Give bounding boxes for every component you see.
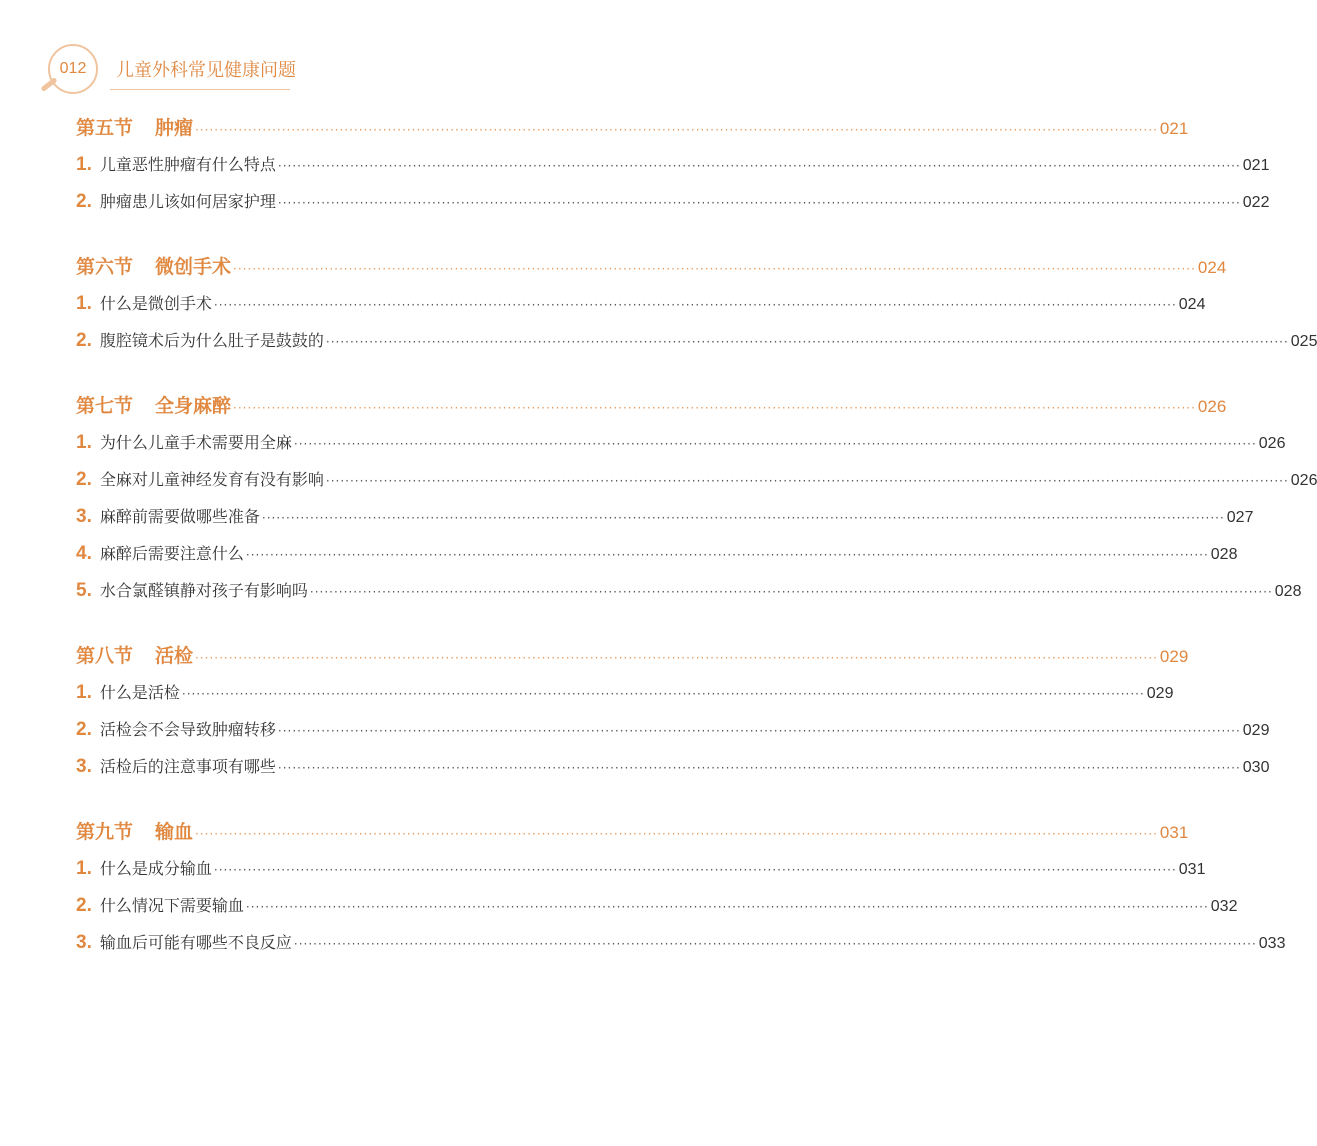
item-page: 029 (1242, 722, 1270, 739)
dot-leader: ········································································································································································································ (195, 827, 1158, 841)
page-number-badge (48, 44, 98, 94)
toc-item[interactable] (76, 572, 1302, 609)
dot-leader: ········································································································································································································ (325, 474, 1289, 488)
item-page: 027 (1226, 509, 1254, 526)
dot-leader: ········································································································································································································ (233, 262, 1196, 276)
toc-item[interactable] (76, 887, 1238, 924)
item-title: 全麻对儿童神经发育有没有影响 (99, 470, 324, 489)
item-number: 3. (76, 756, 92, 777)
item-title: 什么是活检 (99, 683, 180, 702)
dot-leader: ········································································································································································································ (233, 401, 1196, 415)
item-title: 活检后的注意事项有哪些 (99, 757, 276, 776)
section-title: 输血 (155, 821, 194, 843)
item-page: 024 (1178, 296, 1206, 313)
item-title: 儿童恶性肿瘤有什么特点 (99, 155, 276, 174)
section-heading[interactable] (76, 814, 1189, 850)
item-number: 5. (76, 580, 92, 601)
item-page: 031 (1178, 861, 1206, 878)
toc-section (76, 638, 1270, 785)
item-title: 输血后可能有哪些不良反应 (99, 933, 292, 952)
toc-item[interactable] (76, 461, 1317, 498)
item-number: 2. (76, 330, 92, 351)
dot-leader: ········································································································································································································ (277, 196, 1241, 210)
section-heading[interactable] (76, 388, 1227, 424)
item-number: 2. (76, 469, 92, 490)
item-page: 033 (1258, 935, 1286, 952)
dot-leader: ········································································································································································································ (277, 159, 1241, 173)
item-number: 1. (76, 154, 92, 175)
section-page: 031 (1159, 823, 1189, 842)
item-title: 腹腔镜术后为什么肚子是鼓鼓的 (99, 331, 324, 350)
item-page: 025 (1290, 333, 1317, 350)
dot-leader: ········································································································································································································ (245, 548, 1209, 562)
item-number: 2. (76, 895, 92, 916)
toc-item[interactable] (76, 535, 1238, 572)
toc-item[interactable] (76, 748, 1270, 785)
section-page: 029 (1159, 647, 1189, 666)
toc-section (76, 814, 1286, 961)
section-page: 026 (1197, 397, 1227, 416)
toc-item[interactable] (76, 424, 1286, 461)
dot-leader: ········································································································································································································ (195, 651, 1158, 665)
section-heading[interactable] (76, 638, 1189, 674)
section-title: 全身麻醉 (155, 395, 232, 417)
dot-leader: ········································································································································································································ (213, 298, 1177, 312)
item-title: 为什么儿童手术需要用全麻 (99, 433, 292, 452)
dot-leader: ········································································································································································································ (277, 761, 1241, 775)
section-page: 024 (1197, 258, 1227, 277)
toc-item[interactable] (76, 322, 1317, 359)
section-heading[interactable] (76, 249, 1227, 285)
section-number: 第六节 (76, 256, 134, 278)
dot-leader: ········································································································································································································ (195, 123, 1158, 137)
item-page: 022 (1242, 194, 1270, 211)
item-number: 3. (76, 932, 92, 953)
section-number: 第五节 (76, 117, 134, 139)
item-title: 什么情况下需要输血 (99, 896, 244, 915)
section-title: 活检 (155, 645, 194, 667)
section-page: 021 (1159, 119, 1189, 138)
item-page: 028 (1274, 583, 1302, 600)
toc-item[interactable] (76, 285, 1206, 322)
dot-leader: ········································································································································································································ (261, 511, 1225, 525)
section-title: 微创手术 (155, 256, 232, 278)
item-page: 026 (1258, 435, 1286, 452)
dot-leader: ········································································································································································································ (293, 437, 1257, 451)
section-heading[interactable] (76, 110, 1189, 146)
book-title: 儿童外科常见健康问题 (116, 60, 296, 81)
toc-item[interactable] (76, 674, 1174, 711)
item-page: 030 (1242, 759, 1270, 776)
toc-item[interactable] (76, 924, 1286, 961)
dot-leader: ········································································································································································································ (309, 585, 1273, 599)
item-number: 2. (76, 191, 92, 212)
dot-leader: ········································································································································································································ (181, 687, 1145, 701)
dot-leader: ········································································································································································································ (213, 863, 1177, 877)
toc-section (76, 249, 1317, 359)
dot-leader: ········································································································································································································ (245, 900, 1209, 914)
toc-section (76, 110, 1270, 220)
item-page: 028 (1210, 546, 1238, 563)
section-title: 肿瘤 (155, 117, 194, 139)
item-number: 3. (76, 506, 92, 527)
item-title: 什么是微创手术 (99, 294, 212, 313)
page-number: 012 (59, 60, 87, 77)
header-underline (110, 89, 290, 90)
dot-leader: ········································································································································································································ (325, 335, 1289, 349)
toc-section (76, 388, 1317, 609)
toc-item[interactable] (76, 146, 1270, 183)
dot-leader: ········································································································································································································ (293, 937, 1257, 951)
toc-item[interactable] (76, 183, 1270, 220)
item-number: 2. (76, 719, 92, 740)
item-title: 活检会不会导致肿瘤转移 (99, 720, 276, 739)
item-page: 032 (1210, 898, 1238, 915)
table-of-contents (76, 110, 1317, 990)
item-number: 1. (76, 432, 92, 453)
item-number: 1. (76, 682, 92, 703)
section-number: 第九节 (76, 821, 134, 843)
toc-item[interactable] (76, 850, 1206, 887)
item-page: 026 (1290, 472, 1317, 489)
item-title: 水合氯醛镇静对孩子有影响吗 (99, 581, 308, 600)
section-number: 第八节 (76, 645, 134, 667)
item-number: 1. (76, 293, 92, 314)
item-page: 021 (1242, 157, 1270, 174)
item-number: 1. (76, 858, 92, 879)
section-number: 第七节 (76, 395, 134, 417)
dot-leader: ········································································································································································································ (277, 724, 1241, 738)
toc-item[interactable] (76, 711, 1270, 748)
item-title: 麻醉前需要做哪些准备 (99, 507, 260, 526)
item-title: 麻醉后需要注意什么 (99, 544, 244, 563)
item-title: 什么是成分输血 (99, 859, 212, 878)
toc-item[interactable] (76, 498, 1254, 535)
item-title: 肿瘤患儿该如何居家护理 (99, 192, 276, 211)
page-header (40, 38, 340, 98)
item-number: 4. (76, 543, 92, 564)
item-page: 029 (1146, 685, 1174, 702)
